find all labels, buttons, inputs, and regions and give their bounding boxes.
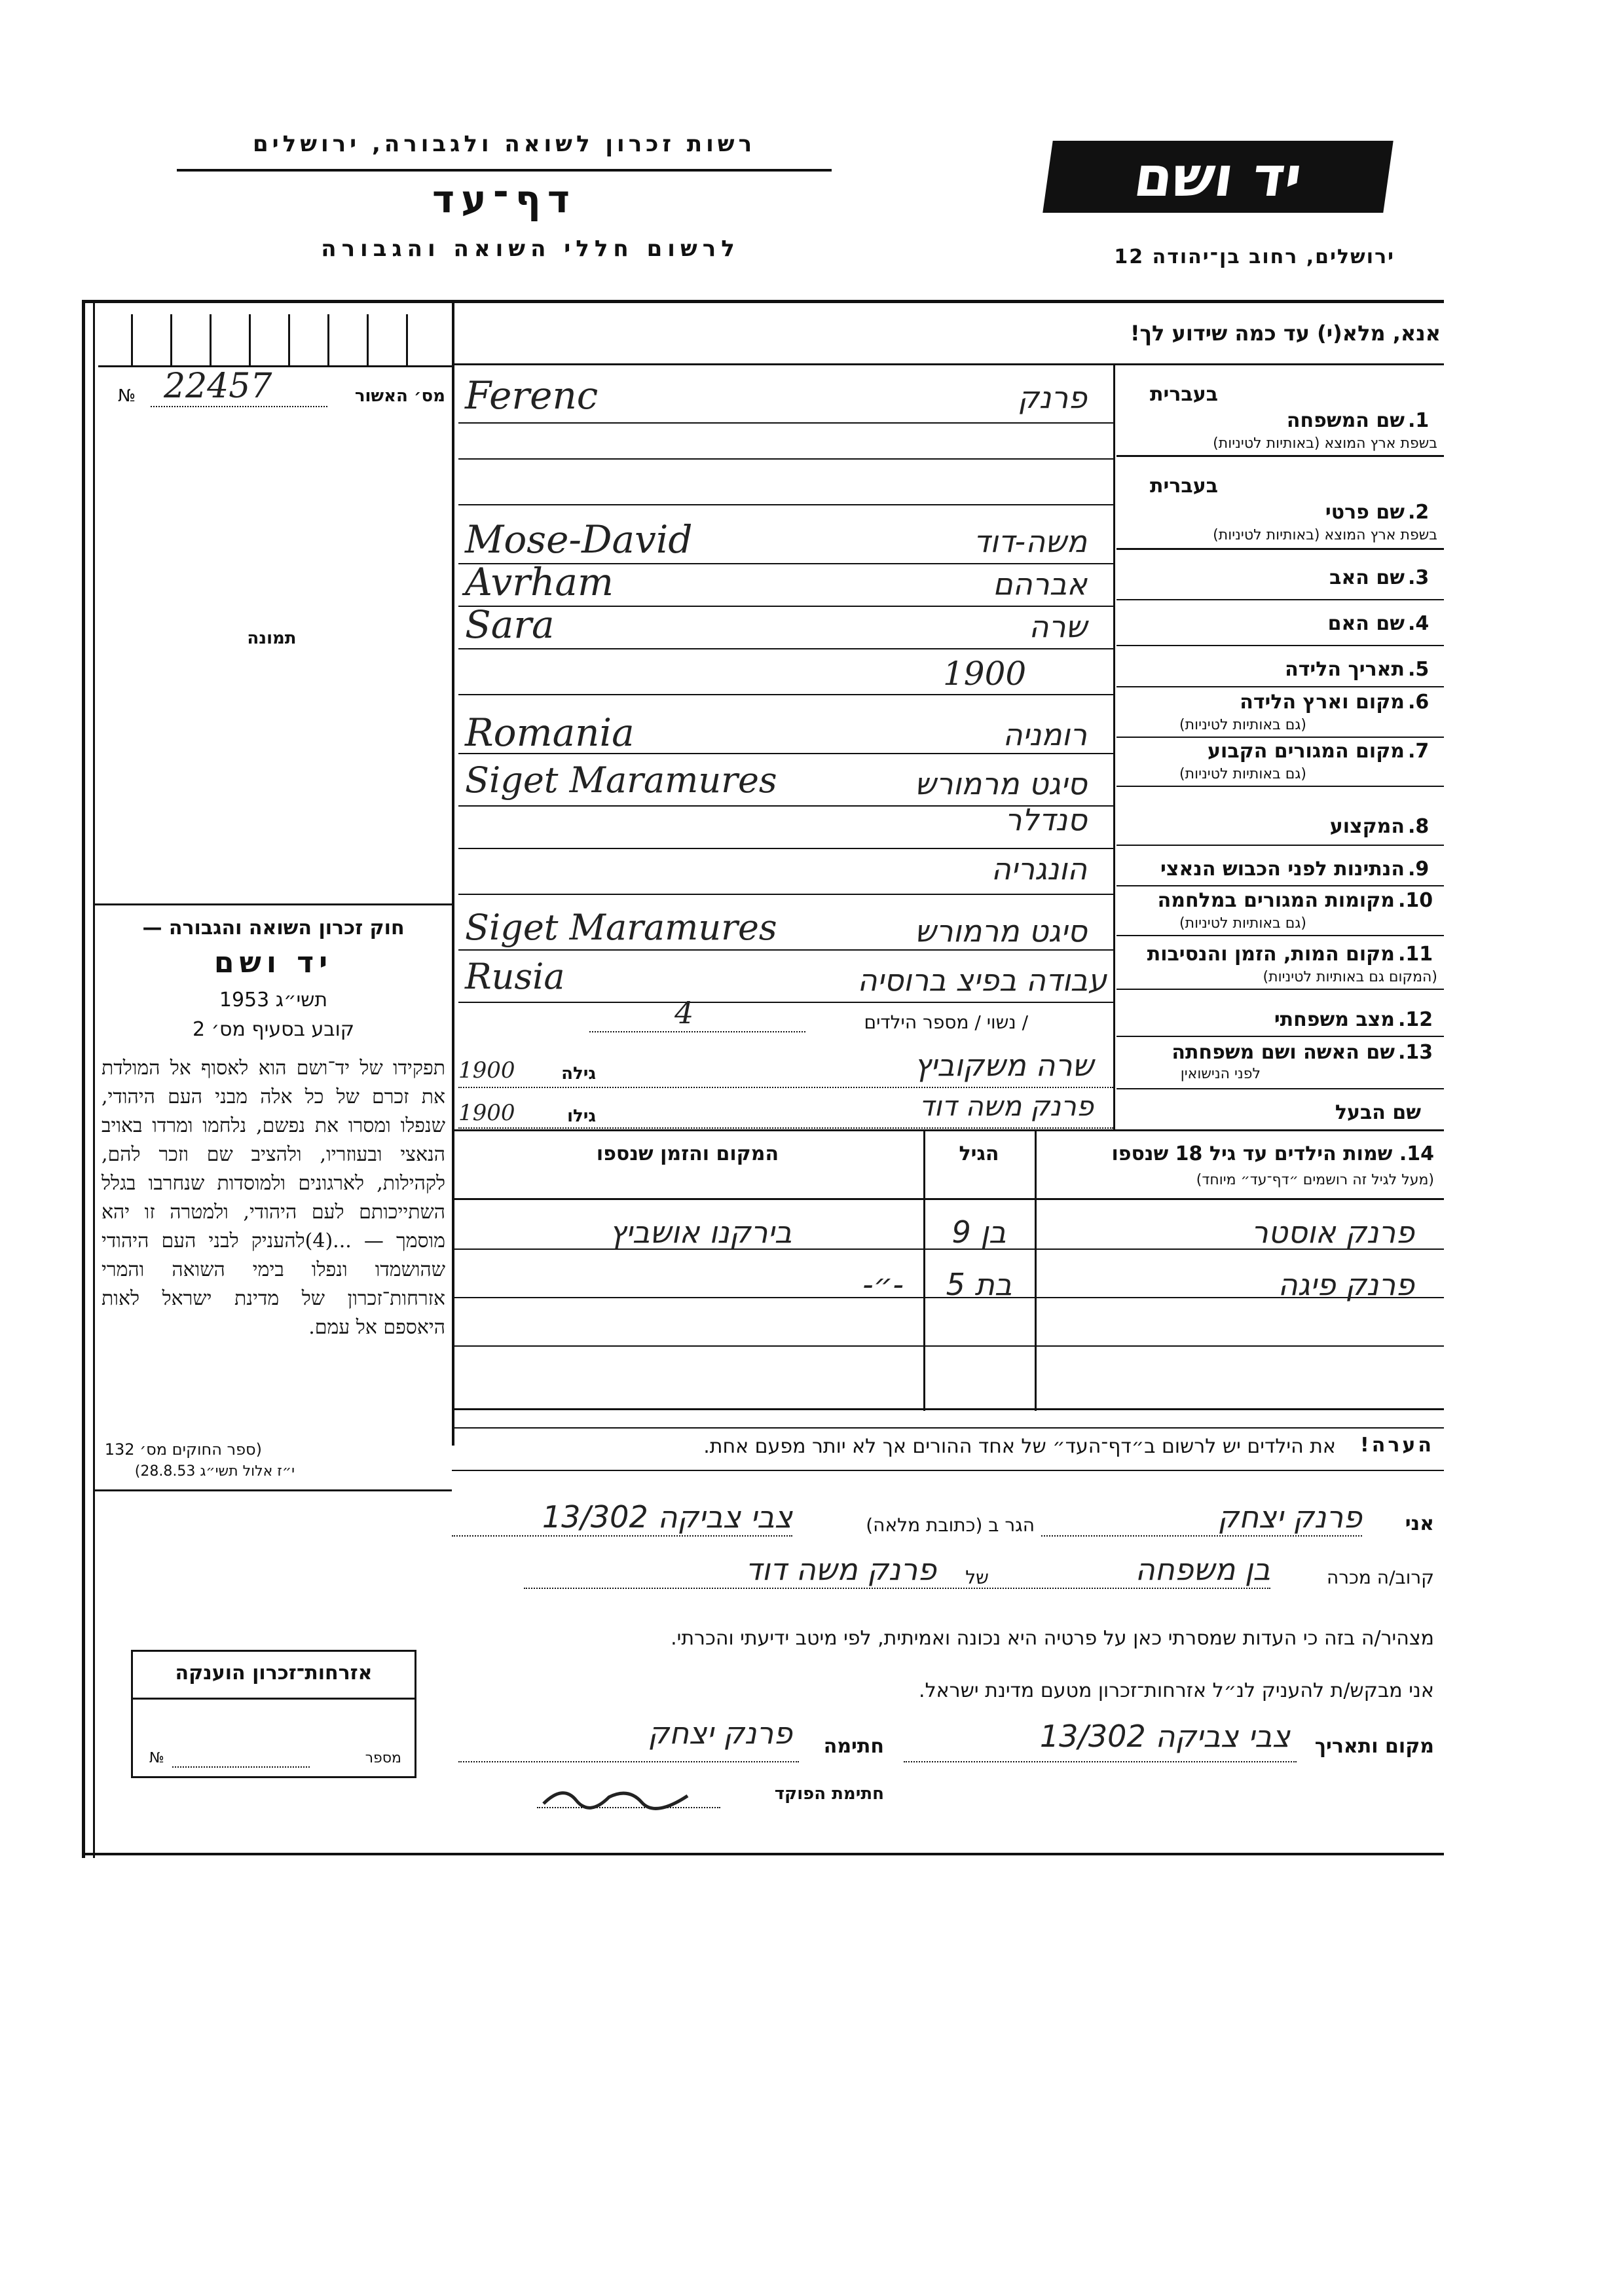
law-title: חוק זכרון השואה והגבורה — (142, 917, 405, 939)
field-6-hebrew: רומניה (1003, 717, 1087, 752)
field-11-note: (המקום גם באותיות לטיניות) (1263, 969, 1437, 985)
field-3-label: שם האב (1329, 566, 1405, 589)
child-1-age: בן 9 (951, 1214, 1006, 1250)
field-11-line (458, 1002, 1113, 1003)
field-1-hebrew: פרנק (1018, 380, 1087, 415)
field-13-value: שרה משקוביץ (914, 1048, 1094, 1083)
field-13-dotline (458, 1087, 1113, 1088)
decl-i-name: פרנק יצחק (1217, 1499, 1362, 1535)
field-3-line (458, 606, 1113, 607)
field-2-latin: Mose-David (465, 517, 693, 562)
decl-relation-name: פרנק משה דוד (745, 1552, 936, 1587)
field-10-label: מקומות המגורים במלחמה (1157, 889, 1395, 912)
field-9-num: 9. (1408, 858, 1430, 881)
citizenship-title: אזרחות־זכרון הוענקה (175, 1662, 373, 1685)
law-box-bottom (95, 1489, 452, 1491)
field-4-latin: Sara (465, 602, 555, 647)
field-11-hebrew: עבודה בפיצ ברוסיה (857, 962, 1107, 998)
field-7-latin: Siget Maramures (465, 759, 777, 801)
institution-name: רשות זכרון לשואה ולגבורה, ירושלים (252, 131, 756, 157)
decl-address: צבי צביקה 13/302 (542, 1499, 792, 1535)
child-2-age: בת 5 (946, 1267, 1012, 1302)
field-10-num: 10. (1398, 889, 1433, 912)
children-header-place: המקום והזמן שנספו (596, 1142, 779, 1165)
husband-label: שם הבעל (1335, 1101, 1421, 1124)
field-11-latin: Rusia (465, 956, 565, 997)
field-1-num: 1. (1408, 409, 1430, 432)
field-12-children: 4 (674, 995, 694, 1030)
decl-officer-label: חתימת הפוקד (774, 1784, 884, 1804)
field-7-num: 7. (1408, 740, 1430, 763)
header-rule (177, 169, 832, 172)
field-1-line2 (458, 458, 1113, 460)
field-1-latin: Ferenc (465, 373, 599, 418)
decl-signature-dotline (458, 1761, 799, 1762)
note-rule-bottom (452, 1470, 1444, 1471)
frame-left-inner (93, 300, 95, 1858)
decl-i-dotline (1041, 1535, 1362, 1537)
decl-signature: פרנק יצחק (648, 1715, 792, 1751)
decl-relation: בן משפחה (1135, 1552, 1270, 1587)
field-12-dotline (589, 1031, 805, 1032)
field-8-num: 8. (1408, 815, 1430, 838)
law-name: יד ושם (213, 946, 333, 979)
decl-statement: מצהיר/ה בזה כי העדות שמסרתי כאן על פרטיה היא נכונה ואמיתית, לפי מיטב ידיעתי והכרתי. (671, 1627, 1434, 1650)
decl-request: אני מבקש/ת להעניק לנ״ל אזרחות־זכרון מטעם מדינת ישראל. (919, 1679, 1434, 1702)
child-1-name: פרנק אוסטר (1251, 1214, 1414, 1250)
husband-age-label: גילו (567, 1106, 596, 1126)
field-11-num: 11. (1398, 943, 1433, 966)
field-7-label: מקום המגורים הקבוע (1208, 740, 1405, 763)
field-10-note: (גם באותיות לטיניות) (1179, 915, 1306, 932)
intro-rule (452, 363, 1444, 365)
frame-bottom (82, 1853, 1444, 1855)
field-2-hebrew: משה-דוד (973, 524, 1087, 559)
field-6-line (458, 753, 1113, 754)
field-4-num: 4. (1408, 612, 1430, 635)
field-8-line (458, 848, 1113, 849)
field-3-num: 3. (1408, 566, 1430, 589)
frame-left-outer (82, 300, 85, 1858)
note-text: את הילדים יש לרשום ב״דף־העד״ של אחד ההורים אך לא יותר מפעם אחת. (703, 1435, 1336, 1458)
field-9-label: הנתינות לפני הכבוש הנאצי (1160, 858, 1405, 881)
field-2-label: שם פרטי (1325, 501, 1405, 524)
note-label: הערה! (1360, 1434, 1434, 1457)
field-11-label: מקום המות, הזמן והנסיבות (1147, 943, 1395, 966)
frame-top (82, 300, 1444, 303)
children-header-name: 14. שמות הילדים עד גיל 18 שנספו (1111, 1142, 1434, 1165)
approval-no-prefix: № (118, 386, 136, 406)
field-6-label: מקום וארץ הלידה (1240, 691, 1405, 714)
field-4-hebrew: שרה (1029, 609, 1087, 644)
field-8-value: סנדלר (1005, 802, 1087, 837)
law-box-top (95, 903, 452, 905)
field-2-hebrew-col: בעברית (1150, 475, 1218, 498)
field-9-value: הונגריה (991, 851, 1087, 886)
note-rule-top (452, 1427, 1444, 1429)
decl-relation-label: קרוב/ה מכרה (1326, 1567, 1434, 1588)
decl-i-label: אני (1405, 1512, 1434, 1535)
husband-value: פרנק משה דוד (919, 1090, 1094, 1122)
law-clause: קובע בסעיף מס׳ 2 (192, 1018, 355, 1041)
law-year: תשי״ג 1953 (219, 989, 328, 1011)
field-7-hebrew: סיגט מרמורש (914, 766, 1087, 801)
decl-place-date: צבי צביקה 13/302 (1039, 1719, 1290, 1754)
field-12-label: מצב משפחתי (1274, 1008, 1395, 1031)
field-13-label: שם האשה ושם משפחתה (1172, 1041, 1395, 1064)
field-6-note: (גם באותיות לטיניות) (1179, 717, 1306, 733)
field-5-num: 5. (1408, 658, 1430, 681)
field-7-note: (גם באותיות לטיניות) (1179, 766, 1306, 782)
field-13-age-label: גילה (561, 1064, 596, 1084)
field-2-line (458, 504, 1113, 505)
husband-dotline (458, 1127, 1113, 1129)
address: ירושלים, רחוב בן־יהודה 12 (1114, 246, 1395, 268)
field-4-line (458, 648, 1113, 649)
field-13-num: 13. (1398, 1041, 1433, 1064)
field-10-hebrew: סיגט מרמורש (914, 913, 1087, 949)
decl-address-dotline (452, 1535, 792, 1537)
law-source-date: י״ז אלול תשי״ג 28.8.53) (134, 1463, 295, 1480)
field-6-num: 6. (1408, 691, 1430, 714)
decl-place-date-dotline (904, 1761, 1297, 1762)
decl-relation-dotline (524, 1588, 1270, 1589)
child-2-place: -״- (862, 1267, 904, 1302)
field-10-line (458, 949, 1113, 951)
law-text: תפקידו של יד־ושם הוא לאסוף אל המולדת את זכרם של כל אלה מבני העם היהודי, שנפלו ומסרו את נפשם, נלחמו ומרדו באויב הנאצי ובעוזריו, ולהציב שם וזכר להם, לקהילות, לארגונים ולמוסדות שנחרבו בגלל השתייכותם לעם היהודי, ולמטרה זו יהא מוסמך — ...(4)להעניק לבני העם היהודי שהושמדו ונפלו בימי השואה והמרי אזרחות־זכרון של מדינת ישראל לאות היאספם אל עמם. (101, 1057, 446, 1339)
page-subtitle: לרשום חללי השואה והגבורה (321, 236, 740, 262)
child-2-name: פרנק פיגה (1278, 1267, 1414, 1302)
field-2-num: 2. (1408, 501, 1430, 524)
approval-number-cells (98, 308, 452, 367)
field-12-num: 12. (1398, 1008, 1433, 1031)
page-title: דף־עד (432, 177, 577, 221)
field-10-latin: Siget Maramures (465, 907, 777, 948)
law-source: (ספר החוקים מס׳ 132 (104, 1440, 262, 1459)
field-5-value: 1900 (943, 655, 1027, 693)
citizenship-box (131, 1650, 416, 1778)
approval-number: 22457 (164, 367, 272, 406)
citizenship-number-label: מספר (365, 1750, 401, 1766)
field-12-status: / נשוי / מספר הילדים (864, 1011, 1028, 1033)
field-5-label: תאריך הלידה (1285, 658, 1405, 681)
decl-relation-of: של (965, 1567, 989, 1588)
children-header-age: הגיל (959, 1142, 999, 1165)
field-13-age: 1900 (458, 1057, 515, 1084)
decl-lives-label: הגר ב (כתובת מלאה) (866, 1514, 1035, 1536)
field-8-label: המקצוע (1329, 815, 1405, 838)
field-3-hebrew: אברהם (993, 566, 1087, 602)
field-1-line (458, 422, 1113, 424)
field-5-line (458, 694, 1113, 695)
decl-signature-label: חתימה (823, 1735, 884, 1758)
field-2-note: בשפת ארץ המוצא (באותיות לטיניות) (1213, 527, 1437, 543)
photo-label: תמונה (247, 629, 297, 648)
child-1-place: בירקנו אושביץ (609, 1214, 792, 1250)
yad-vashem-logo: יד ושם (1043, 141, 1393, 213)
field-13-note: לפני הנישואין (1180, 1066, 1261, 1082)
approval-label: מס׳ האשור (354, 386, 445, 406)
children-header-note: (מעל לגיל זה רושמים ״דף־עד״ מיוחד) (1196, 1172, 1434, 1188)
field-3-latin: Avrham (465, 560, 614, 604)
field-6-latin: Romania (465, 710, 635, 755)
officer-signature-scribble (537, 1777, 707, 1817)
approval-dotline (151, 406, 327, 407)
label-column-divider (1113, 363, 1115, 1129)
intro-text: אנא, מלא(י) עד כמה שידוע לך! (1130, 321, 1441, 346)
field-4-label: שם האם (1327, 612, 1405, 635)
citizenship-no: № (149, 1750, 164, 1766)
husband-age: 1900 (458, 1100, 515, 1126)
field-9-line (458, 894, 1113, 895)
field-1-label: שם המשפחה (1286, 409, 1405, 432)
decl-place-date-label: מקום ותאריך (1314, 1735, 1434, 1758)
field-1-hebrew-col: בעברית (1150, 383, 1218, 406)
field-1-note: בשפת ארץ המוצא (באותיות לטיניות) (1213, 435, 1437, 452)
